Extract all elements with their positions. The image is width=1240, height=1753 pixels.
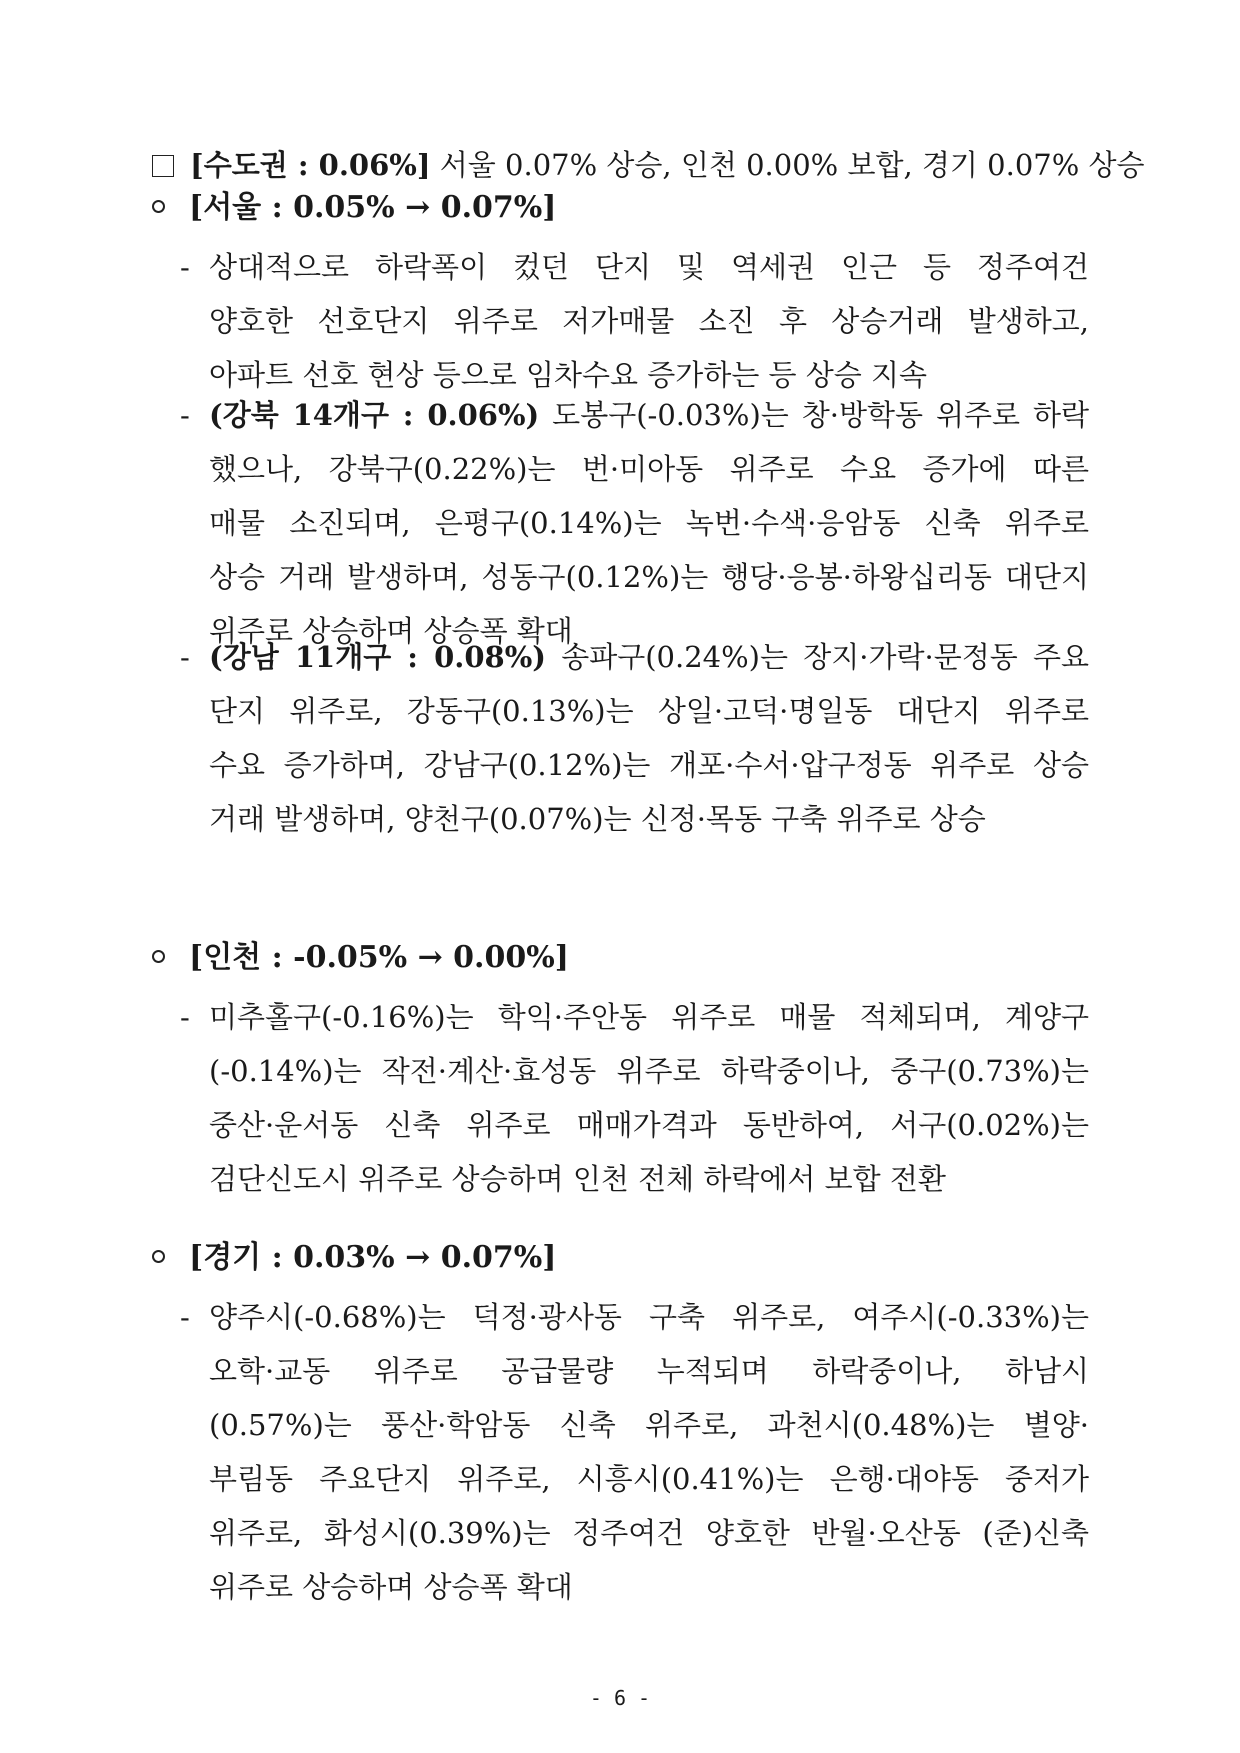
dash-icon: - [180,1000,190,1034]
section-heading-seoul [152,188,1082,228]
text-line: 위주로 상승하며 상승폭 확대 [209,1570,573,1604]
checkbox-icon [152,155,174,177]
circle-bullet-icon [152,950,165,963]
text-line: (0.57%)는 풍산·학암동 신축 위주로, 과천시(0.48%)는 별양· [209,1408,1089,1442]
section-heading-gyeonggi [152,1238,1082,1278]
text-line: 미추홀구(-0.16%)는 학익·주안동 위주로 매물 적체되며, 계양구 [209,1000,1089,1034]
text-line: 위주로, 화성시(0.39%)는 정주여건 양호한 반월·오산동 (준)신축 [209,1516,1089,1550]
bullet-bold-label: (강북 14개구 : 0.06%) [209,398,540,432]
text-line: 상승 거래 발생하며, 성동구(0.12%)는 행당·응봉·하왕십리동 대단지 [209,560,1089,594]
text-line: 수요 증가하며, 강남구(0.12%)는 개포·수서·압구정동 위주로 상승 [209,748,1089,782]
text-line: 중산·운서동 신축 위주로 매매가격과 동반하여, 서구(0.02%)는 [209,1108,1089,1142]
dash-icon: - [180,250,190,284]
summary-text: 서울 0.07% 상승, 인천 0.00% 보합, 경기 0.07% 상승 [430,148,1145,182]
bullet-bold-label: (강남 11개구 : 0.08%) [209,640,546,674]
summary-label: [수도권 : 0.06%] [190,148,431,182]
text-line: 검단신도시 위주로 상승하며 인천 전체 하락에서 보합 전환 [209,1162,946,1196]
text-line: 위주로 상승하며 상승폭 확대 [209,614,573,648]
text-line: 거래 발생하며, 양천구(0.07%)는 신정·목동 구축 위주로 상승 [209,802,986,836]
text-line: 양호한 선호단지 위주로 저가매물 소진 후 상승거래 발생하고, [209,304,1089,338]
summary-line [152,145,1145,185]
text-line: 양주시(-0.68%)는 덕정·광사동 구축 위주로, 여주시(-0.33%)는 [209,1300,1089,1334]
text-line: 했으나, 강북구(0.22%)는 번·미아동 위주로 수요 증가에 따른 [209,452,1089,486]
text-line: 부림동 주요단지 위주로, 시흥시(0.41%)는 은행·대야동 중저가 [209,1462,1089,1496]
dash-icon: - [180,640,190,674]
section-heading-incheon [152,938,1082,978]
section-heading-text: [인천 : -0.05% → 0.00%] [189,940,569,975]
text-line [209,388,1089,442]
dash-icon: - [180,398,190,432]
section-heading-text: [경기 : 0.03% → 0.07%] [189,1240,557,1275]
section-heading-text: [서울 : 0.05% → 0.07%] [189,190,557,225]
text-line: 단지 위주로, 강동구(0.13%)는 상일·고덕·명일동 대단지 위주로 [209,694,1089,728]
text-line: 매물 소진되며, 은평구(0.14%)는 녹번·수색·응암동 신축 위주로 [209,506,1089,540]
text-line: 아파트 선호 현상 등으로 임차수요 증가하는 등 상승 지속 [209,358,928,392]
text-line-rest: 도봉구(-0.03%)는 창·방학동 위주로 하락 [539,398,1089,432]
circle-bullet-icon [152,200,165,213]
text-line: 상대적으로 하락폭이 컸던 단지 및 역세권 인근 등 정주여건 [209,250,1089,284]
text-line: 오학·교동 위주로 공급물량 누적되며 하락중이나, 하남시 [209,1354,1089,1388]
text-line [209,630,1089,684]
dash-icon: - [180,1300,190,1334]
text-line: (-0.14%)는 작전·계산·효성동 위주로 하락중이나, 중구(0.73%)는 [209,1054,1089,1088]
circle-bullet-icon [152,1250,165,1263]
page-number: - 6 - [589,1686,651,1710]
text-line-rest: 송파구(0.24%)는 장지·가락·문정동 주요 [546,640,1089,674]
